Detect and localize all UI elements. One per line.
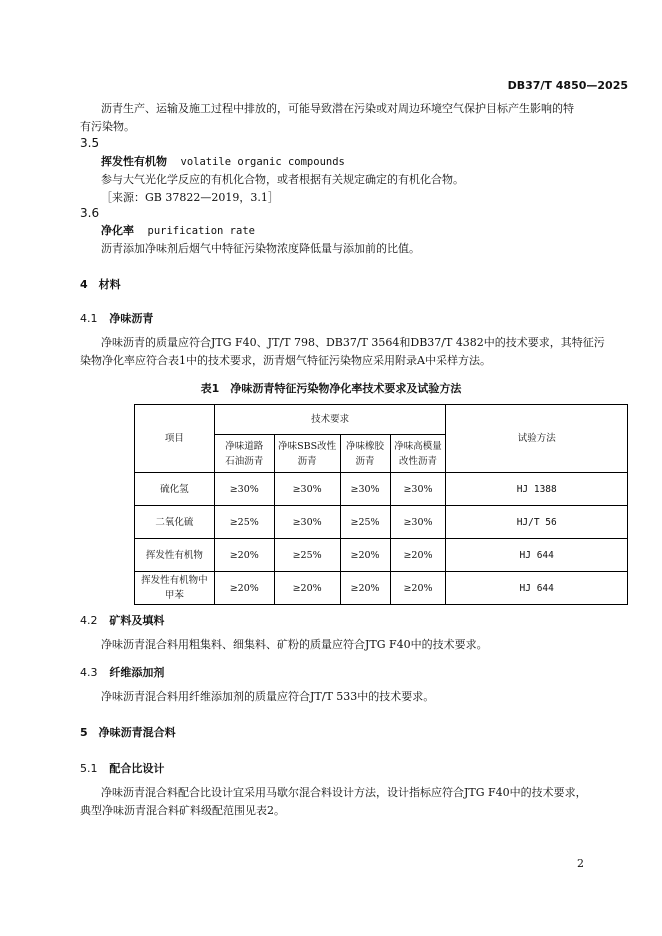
subheader-cell: 净味橡胶 沥青 [340,435,390,473]
def-desc: 沥青添加净味剂后烟气中特征污染物浓度降低量与添加前的比值。 [101,242,420,255]
row-method: HJ/T 56 [446,506,628,539]
section-heading: 4 材料 [80,278,121,291]
row-item: 二氧化硫 [135,506,215,539]
row-value: ≥25% [340,506,390,539]
paragraph-line: 净味沥青混合料用粗集料、细集料、矿粉的质量应符合JTG F40中的技术要求。 [101,638,488,651]
section-heading: 5 净味沥青混合料 [80,726,176,739]
subsection-heading [80,664,164,680]
row-value: ≥20% [214,539,274,572]
table-header-row [135,405,628,435]
row-value: ≥20% [274,572,340,605]
subheader-cell: 净味道路 石油沥青 [214,435,274,473]
paragraph-line: 净味沥青混合料用纤维添加剂的质量应符合JT/T 533中的技术要求。 [101,690,435,703]
subsection-title: 矿料及填料 [109,614,165,627]
subsection-number: 4.2 [80,614,98,627]
row-value: ≥30% [340,473,390,506]
def-term-row [101,222,255,240]
row-item: 硫化氢 [135,473,215,506]
row-value: ≥30% [274,473,340,506]
paragraph-line: 净味沥青混合料配合比设计宜采用马歇尔混合料设计方法，设计指标应符合JTG F40中的技术要求， [101,786,587,799]
intro-line-2: 有污染物。 [80,120,135,133]
table-row [135,572,628,605]
def-number: 3.5 [80,136,100,150]
row-value: ≥30% [390,473,446,506]
table-row [135,539,628,572]
doc-code: DB37/T 4850—2025 [507,79,628,92]
subsection-number: 5.1 [80,762,98,775]
row-value: ≥30% [390,506,446,539]
row-item: 挥发性有机物中甲苯 [135,572,215,605]
page-number: 2 [577,857,584,870]
row-value: ≥25% [274,539,340,572]
table-row [135,506,628,539]
paragraph-line: 染物净化率应符合表1中的技术要求，沥青烟气特征污染物应采用附录A中采样方法。 [80,354,491,367]
subheader-cell: 净味SBS改性 沥青 [274,435,340,473]
subheader-cell: 净味高模量 改性沥青 [390,435,446,473]
subsection-number: 4.3 [80,666,98,679]
table-caption: 表1 净味沥青特征污染物净化率技术要求及试验方法 [200,382,462,395]
def-term-row [101,153,345,171]
row-value: ≥25% [214,506,274,539]
paragraph-line: 典型净味沥青混合料矿料级配范围见表2。 [80,804,285,817]
row-value: ≥30% [214,473,274,506]
def-term: 净化率 [101,224,134,237]
paragraph-line: 净味沥青的质量应符合JTG F40、JT/T 798、DB37/T 3564和DB37/T 4382中的技术要求，其特征污 [101,336,605,349]
subsection-heading [80,760,164,776]
header-requirements: 技术要求 [214,405,446,435]
def-number: 3.6 [80,206,100,220]
subsection-title: 配合比设计 [109,762,165,775]
header-method: 试验方法 [446,405,628,473]
row-value: ≥20% [214,572,274,605]
subsection-heading [80,612,164,628]
row-method: HJ 644 [446,539,628,572]
def-term-en: volatile organic compounds [180,156,345,168]
row-value: ≥20% [390,572,446,605]
row-value: ≥30% [274,506,340,539]
row-value: ≥20% [340,539,390,572]
row-method: HJ 644 [446,572,628,605]
subsection-heading [80,310,153,326]
row-value: ≥20% [390,539,446,572]
def-source: ［来源：GB 37822—2019，3.1］ [101,191,279,204]
subsection-title: 纤维添加剂 [109,666,165,679]
spec-table [134,404,628,605]
row-item: 挥发性有机物 [135,539,215,572]
def-term-en: purification rate [147,225,255,237]
subsection-number: 4.1 [80,312,98,325]
row-value: ≥20% [340,572,390,605]
row-method: HJ 1388 [446,473,628,506]
header-item: 项目 [135,405,215,473]
def-term: 挥发性有机物 [101,155,167,168]
intro-line-1: 沥青生产、运输及施工过程中排放的，可能导致潜在污染或对周边环境空气保护目标产生影响的特 [101,102,574,115]
table-row [135,473,628,506]
def-desc: 参与大气光化学反应的有机化合物，或者根据有关规定确定的有机化合物。 [101,173,464,186]
subsection-title: 净味沥青 [109,312,154,325]
